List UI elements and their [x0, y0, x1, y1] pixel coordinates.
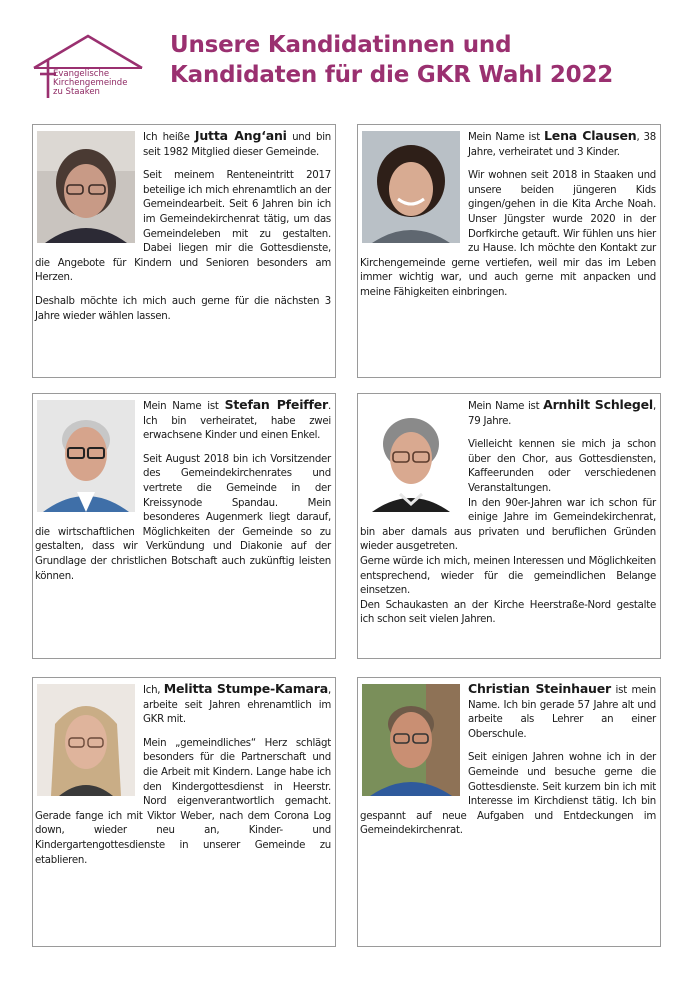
page-title-line-2: Kandidaten für die GKR Wahl 2022: [170, 62, 614, 88]
bio-paragraph: Deshalb möchte ich mich auch gerne für die nächsten 3 Jahre wieder wählen lassen.: [35, 295, 331, 322]
candidate-card-jutta: [32, 124, 336, 378]
bio-paragraph: Wir wohnen seit 2018 in Staaken und unsere beiden jüngeren Kids gingen/gehen in die Kita Arche Noah. Unser Jüngster wurde 2020 in der Dorfkirche getauft. Wir fühlen uns hier zu Hause. Ich möchte den Kontakt zur Kirchengemeinde gerne vertiefen, weil mir das im Leben immer wichtig war, und auch gerne mit anpacken und meine Fähigkeiten einbringen.: [360, 170, 656, 298]
intro-prefix: Ich,: [143, 685, 164, 696]
intro-suffix: . Ich bin verheiratet, habe zwei erwachsene Kinder und einen Enkel.: [143, 401, 331, 442]
intro-suffix: ist mein Name. Ich bin gerade 57 Jahre alt und arbeite als Lehrer an einer Oberschule.: [468, 685, 656, 740]
candidate-card-arnhilt: [357, 393, 661, 659]
bio-paragraph: In den 90er-Jahren war ich schon für einige Jahre im Gemeindekirchenrat, bin aber damals aus privaten und beruflichen Gründen wieder ausgetreten.: [360, 497, 656, 553]
intro-prefix: Mein Name ist: [143, 401, 225, 412]
intro-prefix: Mein Name ist: [468, 132, 545, 143]
candidate-name: Melitta Stumpe-Kamara: [163, 681, 328, 696]
logo-text: [53, 70, 127, 97]
intro-suffix: , arbeite seit Jahren ehrenamtlich im GKR mit.: [143, 685, 331, 726]
candidate-name: Arnhilt Schlegel: [543, 397, 653, 412]
portrait-photo-jutta: [37, 131, 135, 243]
bio-paragraph: Mein „gemeindliches“ Herz schlägt besonders für die Partnerschaft und die Arbeit mit Kindern. Lange habe ich den Kindergottesdienst in Heerstr. Nord eigenverantwortlich gemacht. Gerade fange ich mit Viktor Weber, nach dem Corona Log down, wieder neu an, Kinder- und Kindergartengottesdienste in unserer Gemeinde zu etablieren.: [35, 737, 331, 866]
logo-line-1: Evangelische: [53, 69, 110, 79]
candidate-name: Lena Clausen: [544, 128, 637, 143]
portrait-photo-melitta: [37, 684, 135, 796]
candidate-card-christian: [357, 677, 661, 947]
candidate-name: Stefan Pfeiffer: [224, 397, 328, 412]
intro-suffix: , 38 Jahre, verheiratet und 3 Kinder.: [468, 132, 656, 158]
page-title-line-1: Unsere Kandidatinnen und: [170, 32, 512, 58]
candidate-card-stefan: [32, 393, 336, 659]
intro-prefix: Mein Name ist: [468, 401, 544, 412]
candidate-card-melitta: [32, 677, 336, 947]
bio-paragraph: Seit August 2018 bin ich Vorsitzender des Gemeindekirchenrates und vertrete die Gemeinde in der Kreissynode Spandau. Mein besonderes Augenmerk liegt darauf, die wirtschaftlichen Möglichkeiten der Gemeinde so zu gestalten, dass wir Verkündung und Diakonie auf der Grundlage der christlichen Botschaft auch zukünftig leisten können.: [35, 453, 331, 582]
bio-paragraph: Gerne würde ich mich, meinen Interessen und Möglichkeiten entsprechend, wieder für die gemeindlichen Belange einsetzen.: [360, 555, 656, 597]
intro-suffix: , 79 Jahre.: [468, 401, 656, 427]
candidate-card-lena: [357, 124, 661, 378]
bio-paragraph: Vielleicht kennen sie mich ja schon über den Chor, aus Gottesdiensten, Kaffeerunden oder verschiedenen Veranstaltungen.: [468, 439, 656, 494]
portrait-photo-christian: [362, 684, 460, 796]
portrait-photo-stefan: [37, 400, 135, 512]
logo-line-2: Kirchengemeinde: [53, 78, 128, 88]
candidate-name: Christian Steinhauer: [468, 681, 611, 696]
intro-prefix: Ich heiße: [143, 132, 195, 143]
intro-suffix: und bin seit 1982 Mitglied dieser Gemeinde.: [143, 132, 331, 158]
portrait-photo-lena: [362, 131, 460, 243]
candidate-name: Jutta Ang‘ani: [194, 128, 287, 143]
bio-paragraph: Den Schaukasten an der Kirche Heerstraße-Nord gestalte ich schon seit vielen Jahren.: [360, 599, 656, 626]
page-title: [170, 30, 690, 90]
portrait-photo-arnhilt: [362, 400, 460, 512]
bio-paragraph: Seit einigen Jahren wohne ich in der Gemeinde und besuche gerne die Gottesdienste. Seit kurzem bin ich mit Interesse im Kirchdienst tätig. Ich bin gespannt auf neue Aufgaben und Entdeckungen im Gemeindekirchenrat.: [360, 752, 656, 837]
bio-paragraph: Seit meinem Renteneintritt 2017 beteilige ich mich ehrenamtlich an der Gemeindearbeit. Seit 6 Jahren bin ich im Gemeindekirchenrat tätig, um das Gemeindeleben mit zu gestalten. Dabei liegen mir die Gottesdienste, die Angebote für Kindern und Senioren besonders am Herzen.: [35, 170, 331, 284]
logo-line-3: zu Staaken: [53, 87, 100, 97]
